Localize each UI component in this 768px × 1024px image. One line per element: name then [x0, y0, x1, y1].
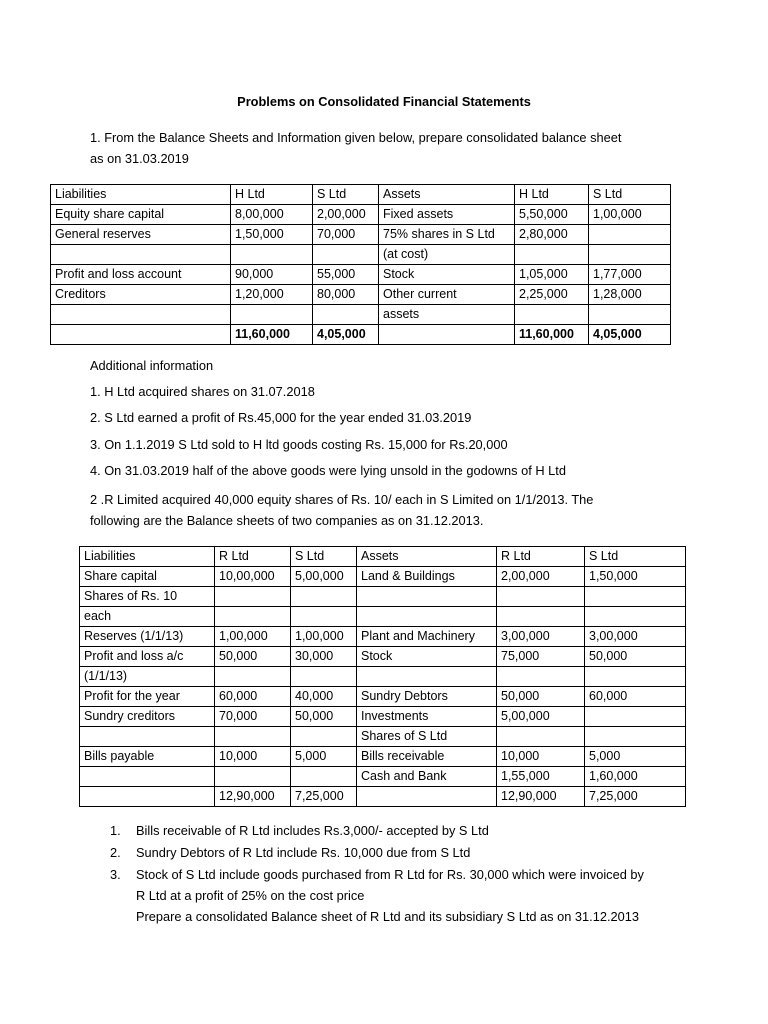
table-cell [291, 727, 357, 747]
table-cell: 8,00,000 [231, 205, 313, 225]
table-cell: Stock [379, 265, 515, 285]
table-cell: 5,00,000 [291, 567, 357, 587]
question-1-line-1: 1. From the Balance Sheets and Information given below, prepare consolidated balance sheet [90, 130, 622, 145]
table-cell [585, 667, 686, 687]
table-cell: 70,000 [215, 707, 291, 727]
table-cell: 2,80,000 [515, 225, 589, 245]
table-header-row [80, 547, 686, 567]
table-cell [357, 787, 497, 807]
table-cell: 1,28,000 [589, 285, 671, 305]
table-cell: assets [379, 305, 515, 325]
table-cell: R Ltd [215, 547, 291, 567]
table-cell: 10,00,000 [215, 567, 291, 587]
table-row [51, 225, 671, 245]
balance-sheet-table-2 [79, 546, 686, 807]
table-cell [379, 325, 515, 345]
table-cell: 5,000 [291, 747, 357, 767]
table-cell: 90,000 [231, 265, 313, 285]
table-row [80, 587, 686, 607]
table-cell [291, 767, 357, 787]
table-cell: Creditors [51, 285, 231, 305]
table-cell: Sundry creditors [80, 707, 215, 727]
table-cell: Shares of S Ltd [357, 727, 497, 747]
table-cell [51, 325, 231, 345]
table-cell [215, 667, 291, 687]
table-cell [313, 305, 379, 325]
note-text: Bills receivable of R Ltd includes Rs.3,000/- accepted by S Ltd [136, 823, 489, 838]
table-cell: Sundry Debtors [357, 687, 497, 707]
table-cell: 5,000 [585, 747, 686, 767]
table-cell: Other current [379, 285, 515, 305]
table-cell [80, 787, 215, 807]
question-1-line-2: as on 31.03.2019 [90, 151, 189, 166]
table-cell: 1,00,000 [215, 627, 291, 647]
table-cell [497, 587, 585, 607]
note-item [110, 864, 644, 885]
table-cell [497, 667, 585, 687]
table-cell [231, 245, 313, 265]
table-cell [585, 707, 686, 727]
table-cell: 12,90,000 [215, 787, 291, 807]
table-cell: Plant and Machinery [357, 627, 497, 647]
table-row [51, 205, 671, 225]
table-cell [291, 587, 357, 607]
table-cell: 60,000 [215, 687, 291, 707]
table-cell: H Ltd [515, 185, 589, 205]
table-row [80, 607, 686, 627]
table-cell: 50,000 [215, 647, 291, 667]
table-cell: each [80, 607, 215, 627]
table-cell: 80,000 [313, 285, 379, 305]
table-row [80, 687, 686, 707]
table-cell: 12,90,000 [497, 787, 585, 807]
table-cell: 50,000 [497, 687, 585, 707]
table-cell: 1,60,000 [585, 767, 686, 787]
table-row [80, 567, 686, 587]
note-item [110, 820, 489, 841]
table-cell [51, 305, 231, 325]
table-cell [357, 587, 497, 607]
table-cell [215, 607, 291, 627]
final-instruction: Prepare a consolidated Balance sheet of R Ltd and its subsidiary S Ltd as on 31.12.2013 [136, 909, 639, 924]
table-cell: 60,000 [585, 687, 686, 707]
question-1-text [90, 127, 680, 169]
table-cell: 30,000 [291, 647, 357, 667]
table-cell [515, 245, 589, 265]
additional-info-item: 3. On 1.1.2019 S Ltd sold to H ltd goods costing Rs. 15,000 for Rs.20,000 [90, 437, 508, 452]
table-cell [497, 607, 585, 627]
table-cell [515, 305, 589, 325]
table-row [80, 787, 686, 807]
table-cell: Land & Buildings [357, 567, 497, 587]
table-cell [357, 667, 497, 687]
table-cell: S Ltd [589, 185, 671, 205]
table-cell [589, 225, 671, 245]
table-cell: 70,000 [313, 225, 379, 245]
table-total-row [51, 325, 671, 345]
table-cell: 50,000 [585, 647, 686, 667]
table-cell [291, 607, 357, 627]
table-cell: Liabilities [80, 547, 215, 567]
table-cell: 4,05,000 [313, 325, 379, 345]
table-cell: Shares of Rs. 10 [80, 587, 215, 607]
table-cell: 1,00,000 [291, 627, 357, 647]
table-cell: 1,77,000 [589, 265, 671, 285]
table-cell: 10,000 [497, 747, 585, 767]
table-cell: Liabilities [51, 185, 231, 205]
table-cell: 2,00,000 [497, 567, 585, 587]
table-cell: 7,25,000 [291, 787, 357, 807]
table-cell [357, 607, 497, 627]
table-cell: 2,00,000 [313, 205, 379, 225]
table-cell: Stock [357, 647, 497, 667]
table-cell: Bills receivable [357, 747, 497, 767]
table-cell [80, 767, 215, 787]
table-cell: (at cost) [379, 245, 515, 265]
table-cell: 1,50,000 [585, 567, 686, 587]
table-cell [585, 607, 686, 627]
question-2-text [90, 489, 680, 531]
note-text: Sundry Debtors of R Ltd include Rs. 10,000 due from S Ltd [136, 845, 471, 860]
table-cell [313, 245, 379, 265]
table-cell [291, 667, 357, 687]
question-2-line-2: following are the Balance sheets of two companies as on 31.12.2013. [90, 513, 484, 528]
table-cell: 50,000 [291, 707, 357, 727]
note-item [110, 842, 470, 863]
table-cell: General reserves [51, 225, 231, 245]
table-cell [80, 727, 215, 747]
table-row [80, 707, 686, 727]
table-cell: 5,00,000 [497, 707, 585, 727]
table-cell: Investments [357, 707, 497, 727]
table-row [80, 727, 686, 747]
table-cell: 11,60,000 [231, 325, 313, 345]
table-cell: 5,50,000 [515, 205, 589, 225]
table-cell: Assets [357, 547, 497, 567]
table-cell: Cash and Bank [357, 767, 497, 787]
table-cell: 11,60,000 [515, 325, 589, 345]
table-cell [585, 727, 686, 747]
table-cell: S Ltd [313, 185, 379, 205]
table-row [80, 747, 686, 767]
balance-sheet-table-1 [50, 184, 671, 345]
question-2-line-1: 2 .R Limited acquired 40,000 equity shares of Rs. 10/ each in S Limited on 1/1/2013. The [90, 492, 594, 507]
table-cell: 1,50,000 [231, 225, 313, 245]
table-cell: 3,00,000 [585, 627, 686, 647]
table-cell: Share capital [80, 567, 215, 587]
table-cell: S Ltd [585, 547, 686, 567]
note-text: Stock of S Ltd include goods purchased from R Ltd for Rs. 30,000 which were invoiced by [136, 867, 644, 882]
table-cell: Profit and loss a/c [80, 647, 215, 667]
table-cell [497, 727, 585, 747]
table-cell: Bills payable [80, 747, 215, 767]
table-cell: Reserves (1/1/13) [80, 627, 215, 647]
table-header-row [51, 185, 671, 205]
table-cell: R Ltd [497, 547, 585, 567]
table-cell: Profit for the year [80, 687, 215, 707]
table-row [51, 285, 671, 305]
table-row [80, 667, 686, 687]
table-cell: 1,05,000 [515, 265, 589, 285]
table-cell: Equity share capital [51, 205, 231, 225]
table-cell: 2,25,000 [515, 285, 589, 305]
table-cell: 1,20,000 [231, 285, 313, 305]
table-cell: (1/1/13) [80, 667, 215, 687]
additional-info-heading: Additional information [90, 358, 214, 373]
table-cell: H Ltd [231, 185, 313, 205]
table-cell: 55,000 [313, 265, 379, 285]
table-cell [215, 727, 291, 747]
table-cell: 1,55,000 [497, 767, 585, 787]
table-cell [589, 305, 671, 325]
table-cell: 75% shares in S Ltd [379, 225, 515, 245]
table-row [80, 647, 686, 667]
note-number: 1. [110, 823, 121, 838]
table-cell: 75,000 [497, 647, 585, 667]
table-row [51, 265, 671, 285]
table-row [51, 245, 671, 265]
table-cell: 1,00,000 [589, 205, 671, 225]
table-cell: 3,00,000 [497, 627, 585, 647]
note-number: 3. [110, 867, 121, 882]
table-cell: Fixed assets [379, 205, 515, 225]
table-cell [231, 305, 313, 325]
table-row [51, 305, 671, 325]
table-cell [215, 587, 291, 607]
table-row [80, 627, 686, 647]
table-cell: 7,25,000 [585, 787, 686, 807]
table-cell: Assets [379, 185, 515, 205]
additional-info-item: 2. S Ltd earned a profit of Rs.45,000 for the year ended 31.03.2019 [90, 410, 472, 425]
table-cell [215, 767, 291, 787]
table-cell: 4,05,000 [589, 325, 671, 345]
table-cell: S Ltd [291, 547, 357, 567]
table-cell [51, 245, 231, 265]
table-cell: 10,000 [215, 747, 291, 767]
additional-info-item: 4. On 31.03.2019 half of the above goods were lying unsold in the godowns of H Ltd [90, 463, 566, 478]
additional-info-item: 1. H Ltd acquired shares on 31.07.2018 [90, 384, 315, 399]
table-cell: Profit and loss account [51, 265, 231, 285]
table-cell [589, 245, 671, 265]
page-title: Problems on Consolidated Financial Statements [237, 94, 531, 109]
note-number: 2. [110, 845, 121, 860]
table-row [80, 767, 686, 787]
note-3-continuation: R Ltd at a profit of 25% on the cost price [136, 888, 365, 903]
table-cell: 40,000 [291, 687, 357, 707]
table-cell [585, 587, 686, 607]
